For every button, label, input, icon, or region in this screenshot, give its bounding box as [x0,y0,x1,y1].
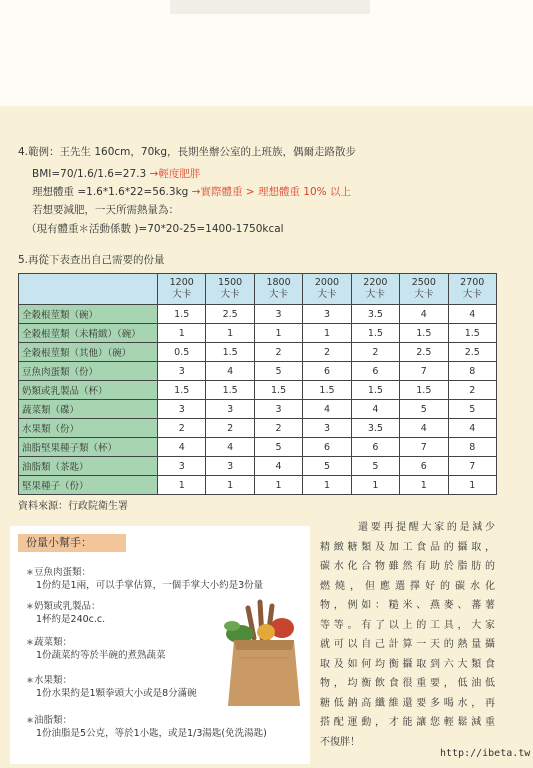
portion-cell: 4 [351,400,399,419]
food-group-label: 水果類（份） [19,419,158,438]
table-row [19,362,497,381]
portion-cell: 1 [206,476,254,495]
table-body [19,305,497,495]
calorie-formula: （現有體重＊活動係數 )=70*20-25=1400-1750kcal [26,223,284,235]
food-group-label: 豆魚肉蛋類（份） [19,362,158,381]
column-unit: 大卡 [317,289,337,300]
portion-cell: 4 [303,400,351,419]
helper-item [26,636,166,662]
portion-cell: 6 [303,438,351,457]
advice-line: 等等。有了以上的工具，大家 [320,619,495,631]
food-group-label: 油脂堅果種子類（杯） [19,438,158,457]
advice-line: 碳水化合物雖然有助於脂肪的 [320,561,495,572]
portion-cell: 4 [206,438,254,457]
portion-cell: 5 [254,362,302,381]
example-heading: 4.範例：王先生 160cm，70kg，長期坐辦公室的上班族，偶爾走路散步 [18,146,357,158]
bmi-line [32,168,200,181]
asterisk-icon: ∗ [26,567,34,578]
portion-cell: 1.5 [400,324,448,343]
portion-cell: 2.5 [448,343,496,362]
helper-item [26,566,263,592]
advice-line: 糖低鈉高纖維還要多喝水，再 [320,697,495,709]
advice-line: 物，例如：糙米、燕麥、蕃薯 [320,600,495,611]
column-kcal: 2700 [460,277,485,288]
portion-cell: 1.5 [206,343,254,362]
portion-cell: 1.5 [400,381,448,400]
portion-cell: 2 [158,419,206,438]
calorie-question: 若想要減肥，一天所需熱量為： [32,204,179,216]
asterisk-icon: ∗ [26,601,34,612]
asterisk-icon: ∗ [26,637,34,648]
portion-cell: 4 [448,419,496,438]
ideal-weight-result: →實際體重 > 理想體重 10% 以上 [191,186,351,198]
portion-cell: 1.5 [448,324,496,343]
helper-item-desc: 1份水果約是1顆拳頭大小或是8分滿碗 [36,688,197,699]
portion-cell: 4 [158,438,206,457]
helper-item-name: 蔬菜類： [33,637,72,648]
helper-item [26,714,267,740]
portion-cell: 5 [254,438,302,457]
portion-cell: 1 [303,324,351,343]
portion-cell: 1 [158,324,206,343]
column-unit: 大卡 [365,289,385,300]
advice-line: 物，均衡飲食很重要，低油低 [320,678,495,689]
helper-item-name: 豆魚肉蛋類： [33,567,91,578]
portion-cell: 2.5 [206,305,254,324]
column-kcal: 2200 [363,277,388,288]
helper-item-name: 油脂類： [33,715,72,726]
portion-cell: 1 [254,324,302,343]
portion-cell: 3.5 [351,305,399,324]
table-row [19,438,497,457]
table-row [19,343,497,362]
portion-cell: 1.5 [206,381,254,400]
portion-cell: 2 [254,343,302,362]
portion-cell: 5 [400,400,448,419]
helper-item [26,674,197,700]
portion-cell: 2 [206,419,254,438]
helper-item-desc: 1杯約是240c.c. [36,614,106,625]
portion-cell: 1 [400,476,448,495]
column-header-1800 [254,274,302,305]
portion-cell: 2 [254,419,302,438]
helper-title: 份量小幫手： [18,534,126,552]
portion-cell: 3 [206,400,254,419]
advice-line: 燃燒，但應選擇好的碳水化 [320,580,495,592]
advice-line: 就可以自己計算一天的熱量攝 [320,639,495,650]
portion-cell: 3 [303,305,351,324]
portion-cell: 3 [158,400,206,419]
portion-cell: 6 [351,362,399,381]
table-row [19,381,497,400]
column-kcal: 2000 [314,277,340,288]
portion-cell: 1.5 [303,381,351,400]
portion-cell: 8 [448,362,496,381]
column-unit: 大卡 [172,289,192,300]
column-header-2200 [351,274,399,305]
portion-cell: 2 [351,343,399,362]
food-group-label: 蔬菜類（碟） [19,400,158,419]
bmi-calc: BMI=70/1.6/1.6=27.3 [32,168,147,180]
portion-cell: 2.5 [400,343,448,362]
portion-cell: 4 [206,362,254,381]
data-source: 資料來源：行政院衛生署 [18,501,128,512]
asterisk-icon: ∗ [26,675,34,686]
table-row [19,324,497,343]
table-header-row [19,274,497,305]
portion-cell: 0.5 [158,343,206,362]
asterisk-icon: ∗ [26,715,34,726]
table-row [19,419,497,438]
portion-cell: 3 [254,400,302,419]
portion-cell: 4 [254,457,302,476]
portion-cell: 1.5 [158,305,206,324]
portion-cell: 7 [448,457,496,476]
advice-line: 搭配運動，才能讓您輕鬆減重 [320,717,495,728]
portion-table [18,273,497,495]
advice-line: 不復胖！ [320,736,360,748]
column-header-1200 [158,274,206,305]
helper-item-desc: 1份油脂是5公克，等於1小匙，或是1/3湯匙(免洗湯匙) [36,728,267,739]
portion-cell: 1.5 [351,381,399,400]
watermark-url: http://ibeta.tw [440,748,531,759]
food-group-label: 全穀根莖類（碗） [19,305,158,324]
column-unit: 大卡 [269,289,289,300]
portion-cell: 8 [448,438,496,457]
column-header-1500 [206,274,254,305]
helper-item-name: 水果類： [33,675,72,686]
portion-cell: 1 [254,476,302,495]
food-group-label: 全穀根莖類（其他）（碗） [19,343,158,362]
advice-paragraph [320,518,495,752]
portion-cell: 3.5 [351,419,399,438]
helper-item-desc: 1份約是1兩，可以手掌估算，一個手掌大小約是3份量 [36,580,264,591]
advice-line: 精緻糖類及加工食品的攝取， [320,541,495,553]
column-kcal: 2500 [411,277,436,288]
portion-cell: 7 [400,438,448,457]
portion-cell: 1.5 [351,324,399,343]
faded-header-strip [170,0,370,14]
food-group-label: 堅果種子（份） [19,476,158,495]
helper-item-desc: 1份蔬菜約等於半碗的煮熟蔬菜 [36,650,166,661]
table-row [19,476,497,495]
column-unit: 大卡 [414,289,434,300]
portion-cell: 5 [303,457,351,476]
portion-cell: 6 [303,362,351,381]
portion-cell: 1 [303,476,351,495]
column-kcal: 1200 [169,277,194,288]
portion-cell: 2 [303,343,351,362]
portion-cell: 4 [400,305,448,324]
grocery-bag-icon [218,598,308,710]
top-blank-band [0,0,533,106]
portion-cell: 3 [206,457,254,476]
portion-cell: 3 [158,457,206,476]
food-group-label: 油脂類（茶匙） [19,457,158,476]
column-kcal: 1800 [266,277,291,288]
portion-cell: 6 [400,457,448,476]
advice-line: 還要再提醒大家的是減少 [358,522,495,533]
ideal-weight-calc: 理想體重 =1.6*1.6*22=56.3kg [32,186,189,198]
column-header-2500 [400,274,448,305]
table-section-heading: 5.再從下表查出自己需要的份量 [18,254,165,266]
portion-cell: 1.5 [254,381,302,400]
portion-cell: 6 [351,438,399,457]
column-header-2700 [448,274,496,305]
bmi-result: →輕度肥胖 [149,168,201,180]
column-kcal: 1500 [218,277,243,288]
food-group-label: 奶類或乳製品（杯） [19,381,158,400]
advice-line: 取及如何均衡攝取到六大類食 [320,658,495,670]
helper-item [26,600,105,626]
portion-cell: 3 [254,305,302,324]
column-header-2000 [303,274,351,305]
portion-cell: 1 [206,324,254,343]
portion-cell: 1 [158,476,206,495]
helper-item-name: 奶類或乳製品： [33,601,101,612]
table-row [19,457,497,476]
portion-cell: 5 [448,400,496,419]
table-row [19,400,497,419]
portion-cell: 3 [303,419,351,438]
portion-cell: 1 [448,476,496,495]
food-group-label: 全穀根莖類（未精緻）（碗） [19,324,158,343]
table-corner-cell [19,274,158,305]
portion-cell: 7 [400,362,448,381]
portion-cell: 1.5 [158,381,206,400]
portion-cell: 4 [400,419,448,438]
portion-cell: 5 [351,457,399,476]
portion-cell: 3 [158,362,206,381]
ideal-weight-line [32,186,351,199]
column-unit: 大卡 [220,289,240,300]
portion-cell: 2 [448,381,496,400]
portion-cell: 4 [448,305,496,324]
portion-cell: 1 [351,476,399,495]
table-row [19,305,497,324]
column-unit: 大卡 [462,289,482,300]
